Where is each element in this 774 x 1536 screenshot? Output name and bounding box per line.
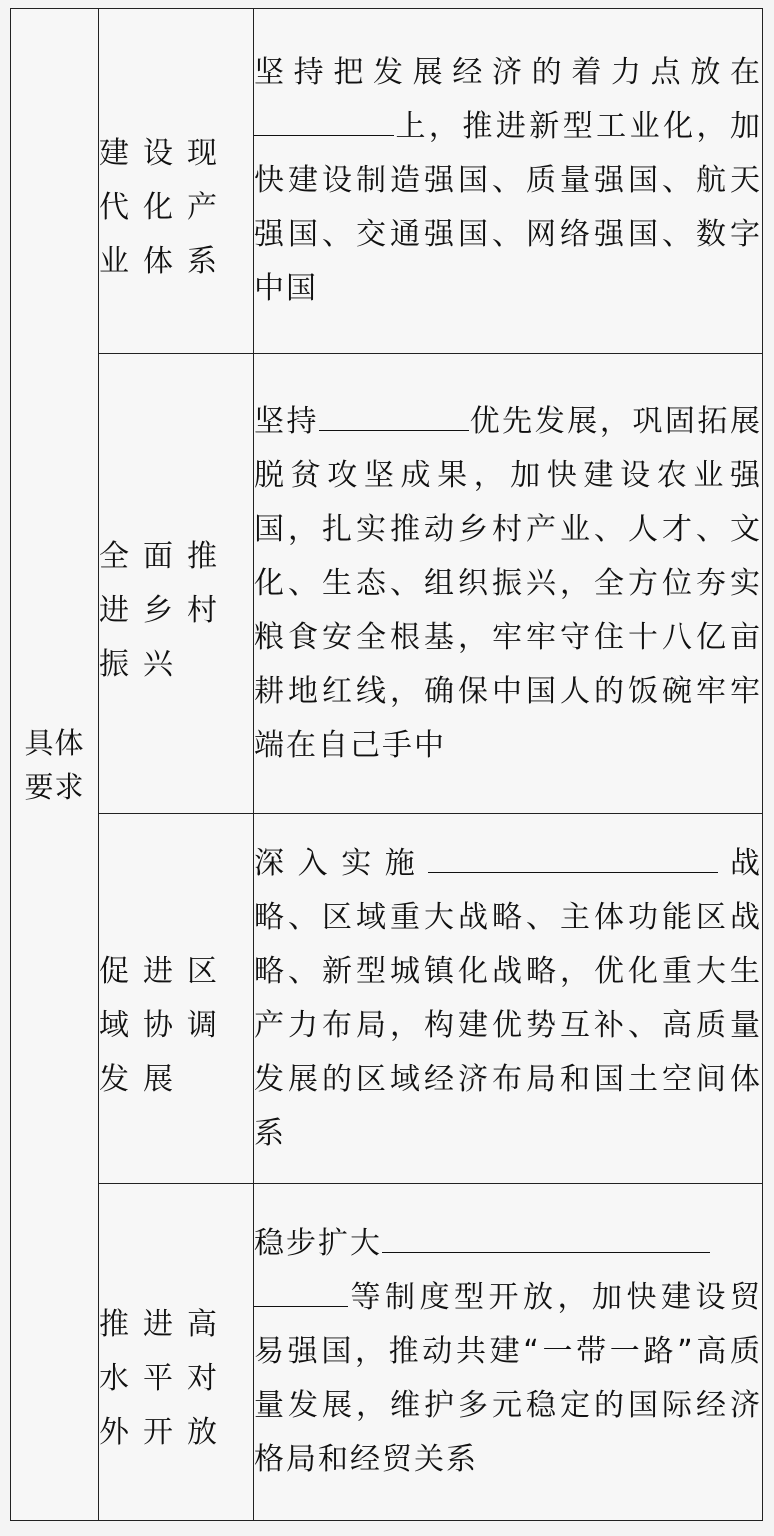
content-text-before-blank: 稳步扩大 [254,1226,382,1261]
table-row [11,814,763,1184]
content-text-after-blank: 优先发展，巩固拓展脱贫攻坚成果，加快建设农业强国，扎实推动乡村产业、人才、文化、生态、组织振兴，全方位夯实粮食安全根基，牢牢守住十八亿亩耕地红线，确保中国人的饭碗牢牢端在自己手中 [254,403,763,763]
content-cell [254,9,763,354]
content-text-after-blank: 等制度型开放，加快建设贸易强国，推动共建“一带一路”高质量发展，维护多元稳定的国际经济格局和经贸关系 [254,1280,762,1477]
topic-label: 全面推 进乡村 振兴 [99,538,231,682]
topic-cell [99,9,254,354]
topic-label: 推进高 水平对 外开放 [99,1307,231,1450]
topic-cell [99,354,254,814]
table-row [11,354,763,814]
topic-label: 建设现 代化产 业体系 [99,136,231,279]
content-cell [254,1184,763,1521]
fill-in-blank[interactable] [254,134,394,136]
specific-requirements-label-cell [11,9,99,1521]
content-cell [254,354,763,814]
table-row [11,1184,763,1521]
content-text-before-blank: 深入实施 [254,845,429,881]
content-text-after-blank: 战略、区域重大战略、主体功能区战略、新型城镇化战略，优化重大生产力布局，构建优势互补、高质量发展的区域经济布局和国土空间体系 [254,845,763,1151]
topic-label: 促进区 域协调 发展 [99,953,231,1097]
content-text-before-blank: 坚持把发展经济的着力点放在 [254,55,762,90]
fill-in-blank-continuation[interactable] [254,1305,348,1307]
content-text-before-blank: 坚持 [254,403,320,439]
fill-in-blank[interactable] [428,871,718,873]
specific-requirements-label: 具体要求 [24,725,85,804]
requirements-table [10,8,763,1521]
topic-cell [99,1184,254,1521]
content-text-after-blank: 上，推进新型工业化，加快建设制造强国、质量强国、航天强国、交通强国、网络强国、数字中国 [254,109,762,306]
content-cell [254,814,763,1184]
fill-in-blank[interactable] [319,429,469,431]
fill-in-blank[interactable] [382,1251,710,1253]
topic-cell [99,814,254,1184]
table-row [11,9,763,354]
